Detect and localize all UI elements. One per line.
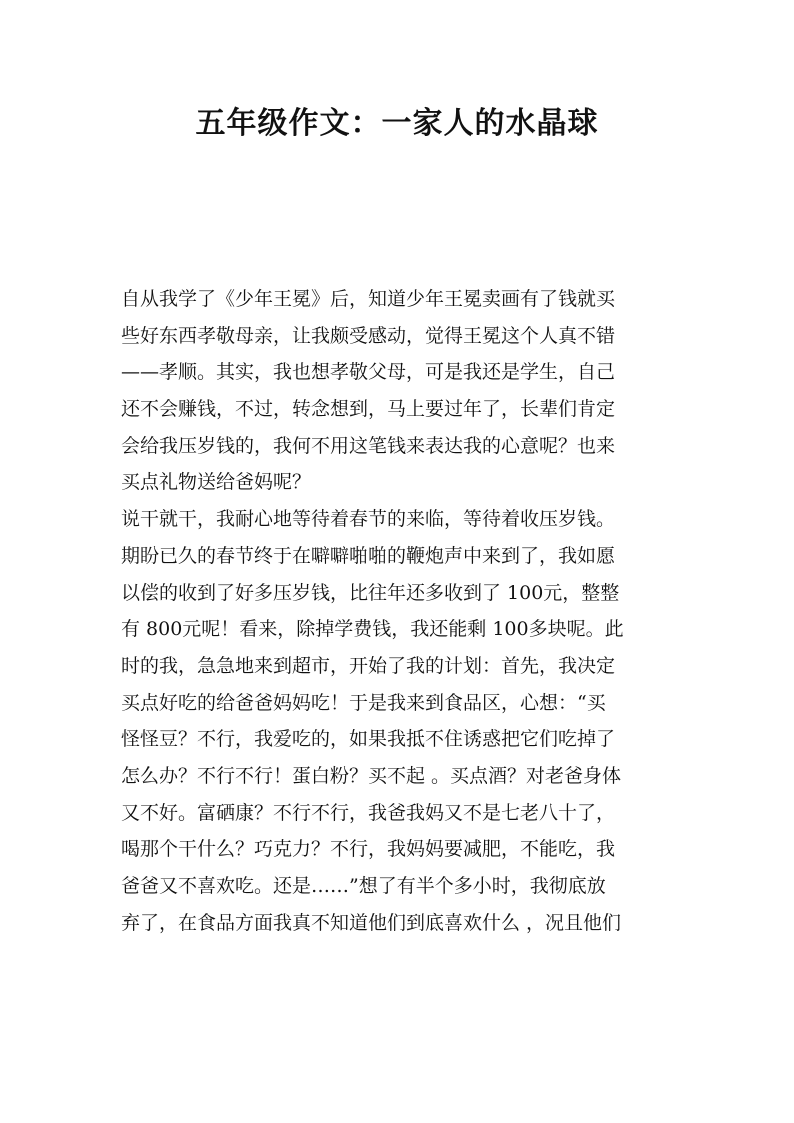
document-title: 五年级作文：一家人的水晶球 [195,106,599,141]
essay-line: 怎么办？不行不行！蛋白粉？买不起 。买点酒？对老爸身体 [121,764,622,787]
essay-body [121,281,691,941]
essay-line: 买点好吃的给爸爸妈妈吃！于是我来到食品区，心想：“买 [121,691,606,714]
essay-line: 会给我压岁钱的，我何不用这笔钱来表达我的心意呢？也来 [121,434,616,457]
essay-line: 以偿的收到了好多压岁钱，比往年还多收到了 100元，整整 [121,581,620,604]
essay-line: 弃了，在食品方面我真不知道他们到底喜欢什么 ，况且他们 [121,911,622,934]
essay-line: 又不好。富硒康？不行不行，我爸我妈又不是七老八十了， [121,801,616,824]
essay-line: 些好东西孝敬母亲，让我颇受感动，觉得王冕这个人真不错 [121,324,616,347]
essay-line: 爸爸又不喜欢吃。还是……”想了有半个多小时，我彻底放 [121,875,606,897]
essay-line: ——孝顺。其实，我也想孝敬父母，可是我还是学生，自己 [121,361,616,384]
essay-line: 自从我学了《少年王冕》后，知道少年王冕卖画有了钱就买 [121,288,616,310]
essay-line: 有 800元呢！看来，除掉学费钱，我还能剩 100多块呢。此 [121,618,624,641]
essay-line: 喝那个干什么？巧克力？不行，我妈妈要减肥，不能吃，我 [121,838,616,861]
essay-line: 还不会赚钱，不过，转念想到，马上要过年了，长辈们肯定 [121,398,616,421]
essay-line: 怪怪豆？不行，我爱吃的，如果我抵不住诱惑把它们吃掉了 [121,728,616,751]
essay-line: 买点礼物送给爸妈呢？ [121,471,312,494]
essay-line: 期盼已久的春节终于在噼噼啪啪的鞭炮声中来到了，我如愿 [121,544,616,567]
essay-line: 说干就干，我耐心地等待着春节的来临，等待着收压岁钱。 [121,508,616,531]
essay-line: 时的我，急急地来到超市，开始了我的计划：首先，我决定 [121,654,616,677]
